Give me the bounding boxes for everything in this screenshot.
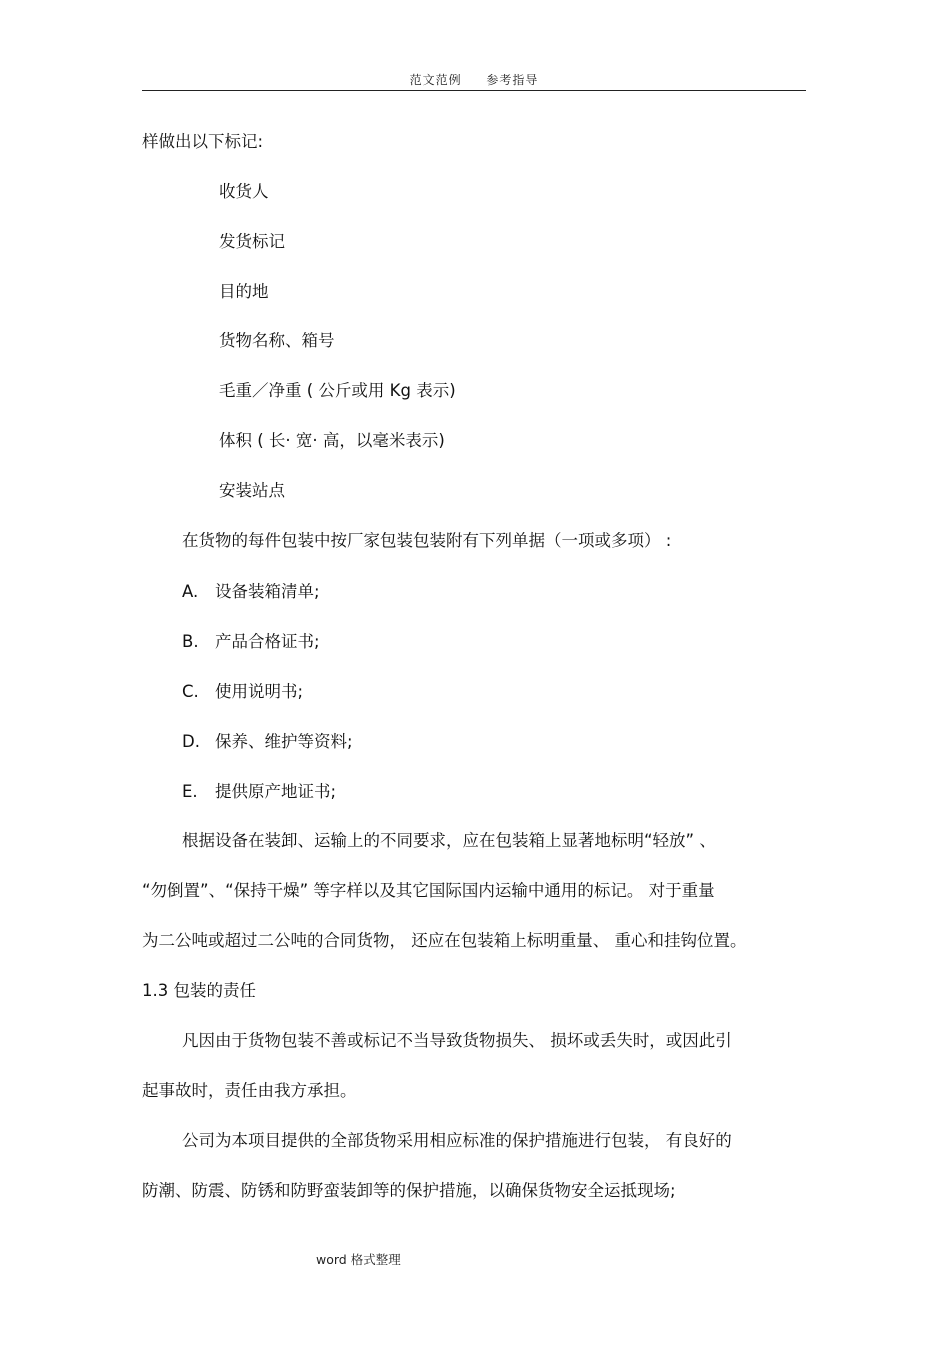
paragraph-line: 公司为本项目提供的全部货物采用相应标准的保护措施进行包装， 有良好的 xyxy=(182,1131,732,1150)
docs-intro-line: 在货物的每件包装中按厂家包装包装附有下列单据（一项或多项） : xyxy=(182,531,672,550)
doc-list-text: 提供原产地证书; xyxy=(215,782,337,801)
intro-line: 样做出以下标记: xyxy=(142,132,264,151)
paragraph-line: 起事故时，责任由我方承担。 xyxy=(142,1081,357,1100)
paragraph-line: 根据设备在装卸、运输上的不同要求，应在包装箱上显著地标明“轻放” 、 xyxy=(182,831,716,850)
mark-item: 安装站点 xyxy=(219,481,285,500)
header-text xyxy=(142,71,806,88)
section-title: 1.3 包装的责任 xyxy=(142,981,256,1000)
mark-item: 货物名称、箱号 xyxy=(219,331,335,350)
page-footer: word 格式整理 xyxy=(316,1252,401,1267)
page-header xyxy=(142,68,806,91)
mark-item: 收货人 xyxy=(219,182,269,201)
mark-item: 发货标记 xyxy=(219,232,285,251)
doc-list-letter: A. xyxy=(182,582,199,601)
paragraph-line: 防潮、防震、防锈和防野蛮装卸等的保护措施，以确保货物安全运抵现场; xyxy=(142,1181,676,1200)
doc-list-letter: D. xyxy=(182,732,200,751)
mark-item: 体积 ( 长· 宽· 高，以毫米表示) xyxy=(219,431,445,450)
doc-list-item xyxy=(182,681,303,703)
doc-list-item xyxy=(182,781,336,803)
header-left-text: 范文范例 xyxy=(409,73,462,87)
header-right-text: 参考指导 xyxy=(486,73,539,87)
paragraph-line: 为二公吨或超过二公吨的合同货物， 还应在包装箱上标明重量、 重心和挂钩位置。 xyxy=(142,931,747,950)
doc-list-item xyxy=(182,731,353,753)
mark-item: 毛重／净重 ( 公斤或用 Kg 表示) xyxy=(219,381,456,400)
doc-list-item xyxy=(182,631,320,653)
doc-list-text: 保养、维护等资料; xyxy=(215,732,353,751)
doc-list-item xyxy=(182,581,320,603)
doc-list-letter: E. xyxy=(182,782,198,801)
doc-list-text: 产品合格证书; xyxy=(215,632,320,651)
doc-list-text: 设备装箱清单; xyxy=(215,582,320,601)
paragraph-line: 凡因由于货物包装不善或标记不当导致货物损失、 损坏或丢失时，或因此引 xyxy=(182,1031,732,1050)
mark-item: 目的地 xyxy=(219,282,269,301)
doc-list-letter: B. xyxy=(182,632,199,651)
doc-list-text: 使用说明书; xyxy=(215,682,304,701)
paragraph-line: “勿倒置”、“保持干燥” 等字样以及其它国际国内运输中通用的标记。 对于重量 xyxy=(142,881,715,900)
doc-list-letter: C. xyxy=(182,682,199,701)
